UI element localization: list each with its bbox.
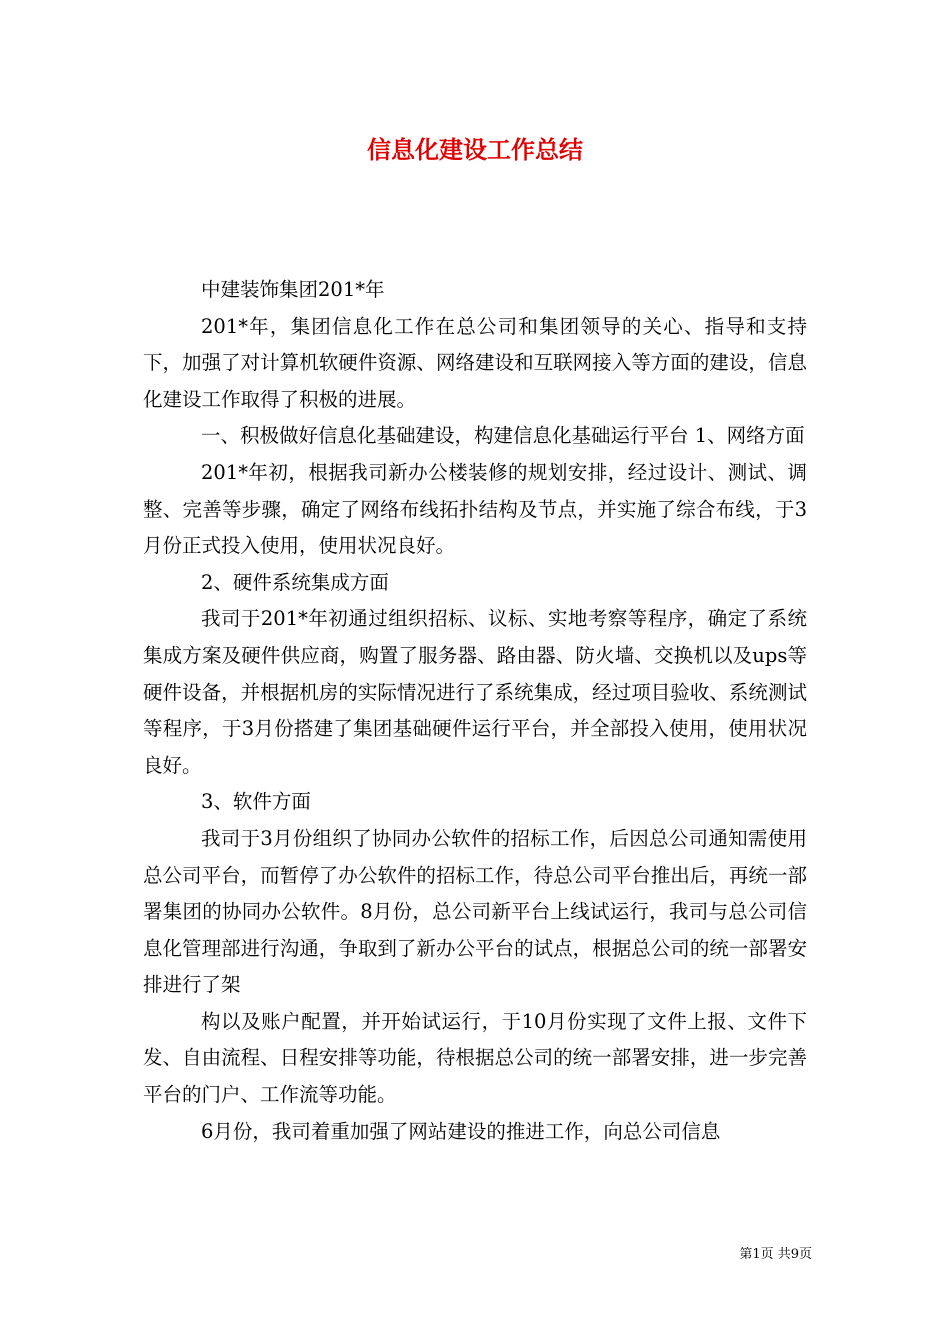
paragraph-software: 我司于3月份组织了协同办公软件的招标工作，后因总公司通知需使用总公司平台，而暂停了办公软件的招标工作，待总公司平台推出后，再统一部署集团的协同办公软件。8月份，总公司新平台上线试运行，我司与总公司信息化管理部进行沟通，争取到了新办公平台的试点，根据总公司的统一部署安排进行了架 xyxy=(143,826,807,997)
paragraph-network: 201*年初，根据我司新办公楼装修的规划安排，经过设计、测试、调整、完善等步骤，确定了网络布线拓扑结构及节点，并实施了综合布线，于3月份正式投入使用，使用状况良好。 xyxy=(143,460,807,558)
document-title: 信息化建设工作总结 xyxy=(367,135,583,164)
paragraph-org-year: 中建装饰集团201*年 xyxy=(201,278,385,301)
paragraph-intro: 201*年，集团信息化工作在总公司和集团领导的关心、指导和支持下，加强了对计算机软硬件资源、网络建设和互联网接入等方面的建设，信息化建设工作取得了积极的进展。 xyxy=(143,314,807,411)
paragraph-software-heading: 3、软件方面 xyxy=(201,790,311,814)
page-number-footer: 第1页 共9页 xyxy=(739,1247,812,1262)
paragraph-website: 6月份，我司着重加强了网站建设的推进工作，向总公司信息 xyxy=(201,1119,721,1143)
paragraph-section-1-heading: 一、积极做好信息化基础建设，构建信息化基础运行平台 1、网络方面 xyxy=(201,424,805,448)
document-body xyxy=(143,272,807,1150)
paragraph-hardware: 我司于201*年初通过组织招标、议标、实地考察等程序，确定了系统集成方案及硬件供应商，购置了服务器、路由器、防火墙、交换机以及ups等硬件设备，并根据机房的实际情况进行了系统集成，经过项目验收、系统测试等程序，于3月份搭建了集团基础硬件运行平台，并全部投入使用，使用状况良好。 xyxy=(143,607,807,777)
paragraph-software-continued: 构以及账户配置，并开始试运行，于10月份实现了文件上报、文件下发、自由流程、日程安排等功能，待根据总公司的统一部署安排，进一步完善平台的门户、工作流等功能。 xyxy=(143,1009,807,1107)
paragraph-hardware-heading: 2、硬件系统集成方面 xyxy=(201,570,389,594)
